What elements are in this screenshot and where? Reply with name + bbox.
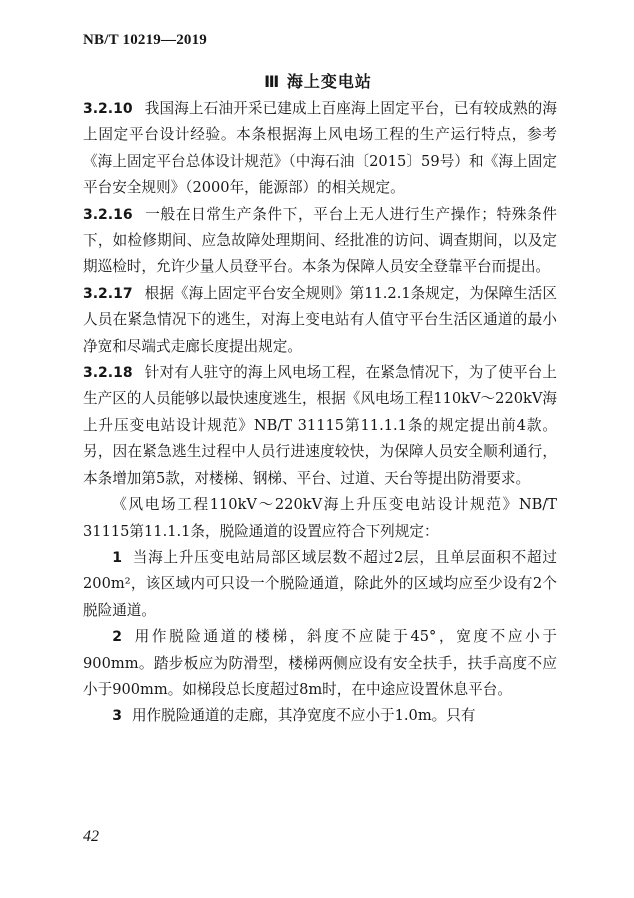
clause-text: 针对有人驻守的海上风电场工程，在紧急情况下，为了使平台上生产区的人员能够以最快速度逃生，根据《风电场工程110kV～220kV海上升压变电站设计规范》NB/T 31115第11.1.1条的规定提出前4款。另，因在紧急逃生过程中人员行进速度较快，为保障人员安全顺利通行，本条增加第5款，对楼梯、钢梯、平台、过道、天台等提出防滑要求。 xyxy=(83,364,557,487)
list-item xyxy=(83,703,557,729)
clause-text: 我国海上石油开采已建成上百座海上固定平台，已有较成熟的海上固定平台设计经验。本条根据海上风电场工程的生产运行特点，参考《海上固定平台总体设计规范》（中海石油〔2015〕59号）和《海上固定平台安全规则》（2000年，能源部）的相关规定。 xyxy=(83,100,557,197)
list-item xyxy=(83,624,557,703)
item-text: 用作脱险通道的走廊，其净宽度不应小于1.0m。只有 xyxy=(131,707,476,725)
item-number: 3 xyxy=(112,708,122,725)
list-item xyxy=(83,545,557,624)
clause-number: 3.2.17 xyxy=(83,285,133,302)
item-number: 1 xyxy=(112,549,122,566)
clause-text: 一般在日常生产条件下，平台上无人进行生产操作；特殊条件下，如检修期间、应急故障处理期间、经批准的访问、调查期间，以及定期巡检时，允许少量人员登平台。本条为保障人员安全登靠平台而提出。 xyxy=(83,205,557,276)
section-title: Ⅲ 海上变电站 xyxy=(264,72,372,91)
item-number: 2 xyxy=(112,629,122,646)
clause-paragraph xyxy=(83,96,557,202)
item-text: 当海上升压变电站局部区域层数不超过2层，且单层面积不超过200m²，该区域内可只设一个脱险通道，除此外的区域均应至少设有2个脱险通道。 xyxy=(83,548,557,619)
standard-code-header: NB/T 10219—2019 xyxy=(83,32,207,48)
page-number: 42 xyxy=(83,828,99,845)
clause-paragraph xyxy=(83,202,557,281)
clause-paragraph xyxy=(83,281,557,360)
clause-paragraph xyxy=(83,360,557,492)
reference-intro: 《风电场工程110kV～220kV海上升压变电站设计规范》NB/T 31115第11.1.1条，脱险通道的设置应符合下列规定： xyxy=(83,496,557,540)
clause-number: 3.2.18 xyxy=(83,365,133,382)
clause-number: 3.2.10 xyxy=(83,101,133,117)
item-text: 用作脱险通道的楼梯，斜度不应陡于45°，宽度不应小于900mm。踏步板应为防滑型，楼梯两侧应设有安全扶手，扶手高度不应小于900mm。如梯段总长度超过8m时，在中途应设置休息平台。 xyxy=(83,628,557,698)
clause-text: 根据《海上固定平台安全规则》第11.2.1条规定，为保障生活区人员在紧急情况下的逃生，对海上变电站有人值守平台生活区通道的最小净宽和尽端式走廊长度提出规定。 xyxy=(83,284,557,355)
document-body xyxy=(83,96,557,730)
clause-number: 3.2.16 xyxy=(83,206,133,223)
